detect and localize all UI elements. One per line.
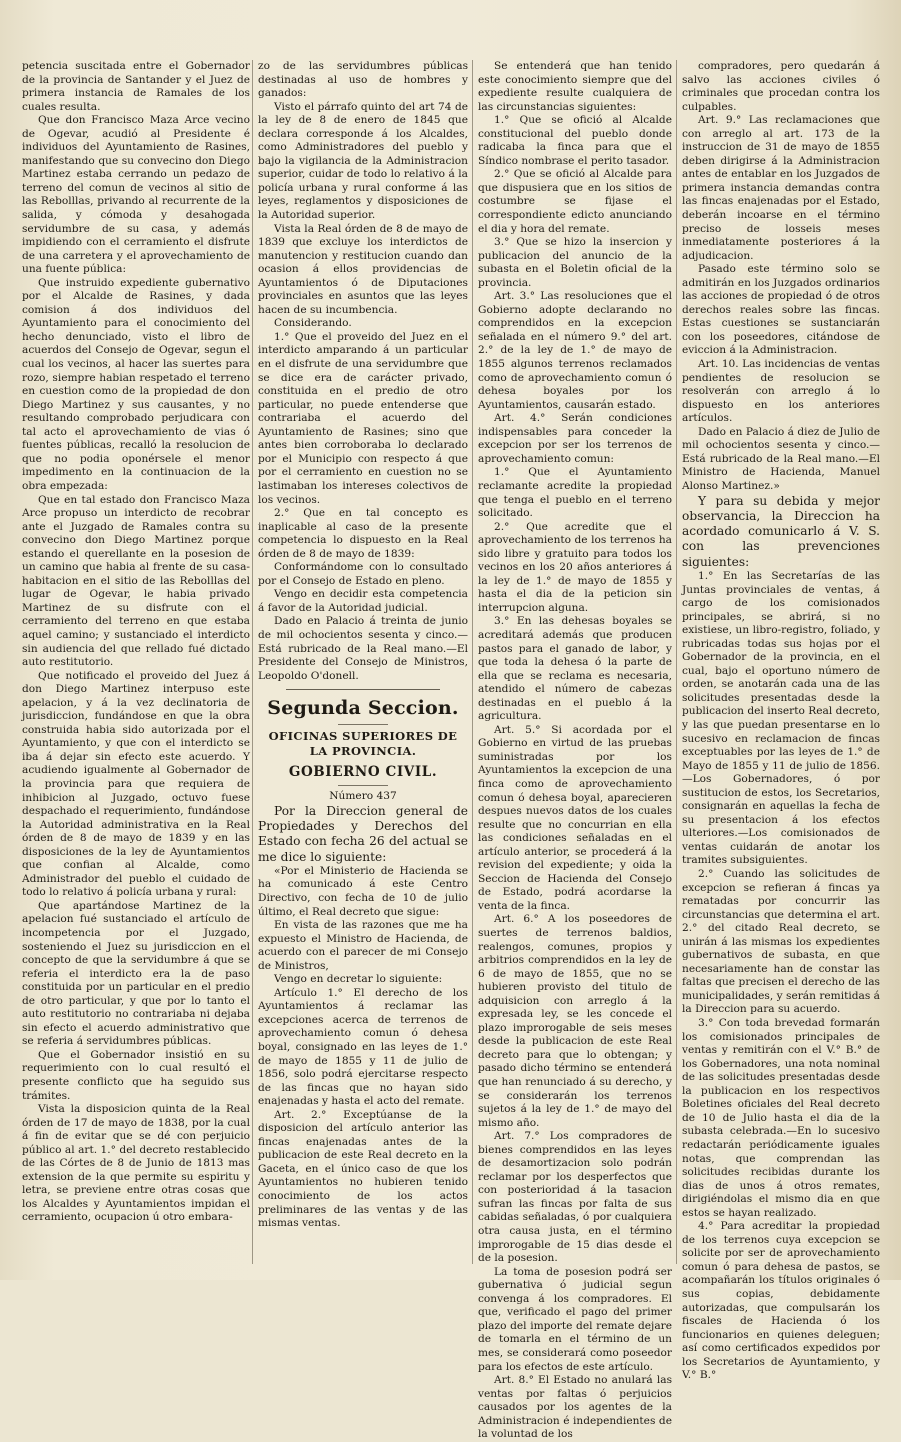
paragraph: 2.° Que en tal concepto es inaplicable al caso de la presente competencia lo dispuesto en la Real órden de 8 de mayo de 1839:	[258, 507, 468, 560]
paragraph: 2.° Que acredite que el aprovechamiento de los terrenos ha sido libre y gratuito para todos los vecinos en los 20 años anteriores á la ley de 1.° de mayo de 1855 y hasta el dia de la peticion sin interrupcion alguna.	[478, 520, 672, 614]
paragraph: 1.° Que el proveido del Juez en el interdicto amparando á un particular en el disfrute de una servidumbre que se dice era de carácter privado, constituida en el predio de otro particular, no puede entenderse que contrariaba el acuerdo del Ayuntamiento de Rasines; sino que antes bien corroboraba lo declarado por el Municipio con respecto á que por el cerramiento en cuestion no se lastimaban los intereses colectivos de los vecinos.	[258, 330, 468, 506]
column-divider	[252, 60, 253, 1264]
paragraph: Vista la Real órden de 8 de mayo de 1839 que excluye los interdictos de manutencion y restitucion cuando dan ocasion á ellos providencias de Ayuntamientos ó de Diputaciones provinciales en asuntos que las leyes hacen de su incumbencia.	[258, 222, 468, 316]
paragraph: Considerando.	[274, 317, 352, 330]
heading-rule	[338, 785, 388, 786]
paragraph: Vengo en decidir esta competencia á favor de la Autoridad judicial.	[258, 588, 468, 614]
column-1	[22, 60, 250, 1262]
paragraph: En vista de las razones que me ha expuesto el Ministro de Hacienda, de acuerdo con el parecer de mi Consejo de Ministros,	[258, 919, 468, 972]
paragraph: Dado en Palacio á treinta de junio de mil ochocientos sesenta y cinco.—Está rubricado de la Real mano.—El Presidente del Consejo de Ministros, Leopoldo O'donell.	[258, 615, 468, 682]
paragraph: Se entenderá que han tenido este conocimiento siempre que del expediente resulte cualquiera de las circunstancias siguientes:	[478, 60, 672, 113]
paragraph: Y para su debida y mejor observancia, la Direccion ha acordado comunicarlo á V. S. con las prevenciones siguientes:	[682, 493, 880, 569]
paragraph: Art. 3.° Las resoluciones que el Gobierno adopte declarando no comprendidos en la excepcion señalada en el número 9.° del art. 2.° de la ley de 1.° de mayo de 1855 algunos terrenos reclamados como de aprovechamiento comun ó dehesa boyales por los Ayuntamientos, causarán estado.	[478, 290, 672, 411]
column-4	[682, 60, 880, 1382]
paragraph: Dado en Palacio á diez de Julio de mil ochocientos sesenta y cinco.—Está rubricado de la Real mano.—El Ministro de Hacienda, Manuel Alonso Martinez.»	[682, 425, 880, 492]
paragraph: Visto el párrafo quinto del art 74 de la ley de 8 de enero de 1845 que declara corresponde á los Alcaldes, como Administradores del pueblo y bajo la vigilancia de la Administracion superior, cuidar de todo lo relativo á la policía urbana y rural conforme á las leyes, reglamentos y disposiciones de la Autoridad superior.	[258, 100, 468, 222]
paragraph: Conformándome con lo consultado por el Consejo de Estado en pleno.	[258, 561, 468, 587]
paragraph: compradores, pero quedarán á salvo las acciones civiles ó criminales que procedan contra los culpables.	[682, 60, 880, 113]
government-heading: GOBIERNO CIVIL.	[288, 764, 438, 781]
paragraph: 3.° Con toda brevedad formarán los comisionados principales de ventas y remitirán con el V.° B.° de los Gobernadores, una nota nominal de las solicitudes presentadas desde la publicacion en los respectivos Boletines oficiales del Real decreto de 10 de Julio hasta el dia de la subasta celebrada.—En lo sucesivo redactarán periódicamente iguales notas, que comprendan las solicitudes recibidas durante los dias de unos á otros remates, dirigiéndolas el mismo dia en que estos se hayan realizado.	[682, 1017, 880, 1219]
paragraph: Art. 5.° Si acordada por el Gobierno en virtud de las pruebas suministradas por los Ayuntamientos la excepcion de una finca como de aprovechamiento comun ó dehesa boyal, aparecieren despues nuevos datos de los cuales resulte que no concurrian en ella las condiciones señaladas en el artículo anterior, se procederá á la revision del expediente; y oida la Seccion de Hacienda del Consejo de Estado, podrá acordarse la venta de la finca.	[478, 723, 672, 912]
paragraph: Que el Gobernador insistió en su requerimiento con lo cual resultó el presente conflicto que ha seguido sus trámites.	[22, 1048, 250, 1102]
paragraph: 1.° Que el Ayuntamiento reclamante acredite la propiedad que tenga el pueblo en el terreno solicitado.	[478, 466, 672, 520]
paragraph: 2.° Cuando las solicitudes de excepcion se refieran á fincas ya rematadas por concurrir las circunstancias que determina el art. 2.° del citado Real decreto, se unirán á las mismas los expedientes gubernativos de subasta, en que necesariamente han de constar las faltas que precisen el derecho de las municipalidades, y serán remitidas á la Direccion para su acuerdo.	[682, 868, 880, 1016]
paragraph: Art. 6.° A los poseedores de suertes de terrenos baldios, realengos, comunes, propios y arbitrios comprendidos en la ley de 6 de mayo de 1855, que no se hubieren provisto del titulo de adquisicion con arreglo á la expresada ley, se les concede el plazo improrogable de seis meses desde la publicacion de este Real decreto para que lo obtengan; y pasado dicho término se entenderá que han renunciado á su derecho, y se considerarán los terrenos sujetos á la ley de 1.° de mayo del mismo año.	[478, 913, 672, 1129]
section-divider	[286, 689, 440, 690]
paragraph: Artículo 1.° El derecho de los Ayuntamientos á reclamar las excepciones acerca de terrenos de aprovechamiento comun ó dehesa boyal, consignado en las leyes de 1.° de mayo de 1855 y 11 de julio de 1856, solo podrá ejercitarse respecto de las fincas que no hayan sido enajenadas y hasta el acto del remate.	[258, 986, 468, 1108]
paragraph: 3.° Que se hizo la insercion y publicacion del anuncio de la subasta en el Boletin oficial de la provincia.	[478, 236, 672, 289]
paragraph: Que instruido expediente gubernativo por el Alcalde de Rasines, y dada comision á dos individuos del Ayuntamiento para el conocimiento del hecho denunciado, visto el libro de acuerdos del Consejo de Ogevar, segun el cual los vecinos, al hacer las suertes para rozo, siempre habian respetado el terreno en cuestion como de la propiedad de don Diego Martinez y sus causantes, y no resultando comprobado perjudicara con tal acto el aprovechamiento de vias ó fuentes públicas, recalló la resolucion de que no podia oponérsele el menor impedimento en la continuacion de la obra empezada:	[22, 276, 250, 492]
paragraph: Art. 4.° Serán condiciones indispensables para conceder la excepcion por ser los terrenos de aprovechamiento comun:	[478, 412, 672, 465]
paragraph: Art. 8.° El Estado no anulará las ventas por faltas ó perjuicios causados por los agentes de la Administracion é independientes de la voluntad de los	[478, 1374, 672, 1441]
paragraph: 2.° Que se ofició al Alcalde para que dispusiera que en los sitios de costumbre se fijase el correspondiente edicto anunciando el dia y hora del remate.	[478, 168, 672, 235]
paragraph: Art. 2.° Exceptúanse de la disposicion del artículo anterior las fincas enajenadas antes de la publicacion de este Real decreto en la Gaceta, en el único caso de que los Ayuntamientos no hubieren tenido conocimiento de los actos preliminares de las ventas y de las mismas ventas.	[258, 1108, 468, 1230]
paragraph: La toma de posesion podrá ser gubernativa ó judicial segun convenga á los compradores. El que, verificado el pago del primer plazo del importe del remate dejare de tomarla en el término de un mes, se considerará como poseedor para los efectos de este artículo.	[478, 1265, 672, 1373]
paragraph: «Por el Ministerio de Hacienda se ha comunicado á este Centro Directivo, con fecha de 10 de julio último, el Real decreto que sigue:	[258, 864, 468, 918]
section-title: Segunda Seccion.	[267, 697, 459, 720]
paragraph: Vista la disposicion quinta de la Real órden de 17 de mayo de 1838, por la cual á fin de evitar que se dé con perjuicio público al art. 1.° del decreto restablecido de las Córtes de 8 de Junio de 1813 mas extension de la que permite su espiritu y letra, se previene entre otras cosas que los Alcaldes y Ayuntamientos impidan el cerramiento, ocupacion ú otro embara-	[22, 1103, 250, 1224]
paragraph: 4.° Para acreditar la propiedad de los terrenos cuya excepcion se solicite por ser de aprovechamiento comun ó para dehesa de pastos, se acompañarán los títulos originales ó sus copias, debidamente autorizadas, que compulsarán los fiscales de Hacienda ó los funcionarios en quienes deleguen; así como certificados expedidos por los Secretarios de Ayuntamiento, y V.° B.°	[682, 1220, 880, 1382]
ornament-rule	[338, 724, 388, 725]
column-3	[478, 60, 672, 1441]
paragraph: 3.° En las dehesas boyales se acreditará además que producen pastos para el ganado de labor, y que toda la dehesa ó la parte de ella que se reclama es necesaria, atendido el número de cabezas destinadas en el pueblo á la agricultura.	[478, 615, 672, 723]
column-divider	[676, 60, 677, 1264]
paragraph: Que apartándose Martinez de la apelacion fué sustanciado el artículo de incompetencia por el Juzgado, sosteniendo el Juez su jurisdiccion en el concepto de que la servidumbre á que se referia el interdicto era la de paso constituida por un particular en el predio de otro particular, y que por lo tanto el auto restitutorio no contrariaba ni dejaba sin efecto el acuerdo administrativo que se referia á servidumbres públicas.	[22, 899, 250, 1048]
paragraph: Por la Direccion general de Propiedades y Derechos del Estado con fecha 26 del actual se me dice lo siguiente:	[258, 803, 468, 864]
paragraph: Que don Francisco Maza Arce vecino de Ogevar, acudió al Presidente é individuos del Ayuntamiento de Rasines, manifestando que su convecino don Diego Martinez estaba cerrando un pedazo de terreno del comun de vecinos al sitio de las Rebolllas, privando al recurrente de la salida, y cómoda y desahogada servidumbre de su casa, y además impidiendo con el cerramiento el disfrute de una carretera y el aprovechamiento de una fuente pública:	[22, 114, 250, 276]
column-divider	[472, 60, 473, 1264]
column-2	[258, 60, 468, 1262]
paragraph: Art. 7.° Los compradores de bienes comprendidos en las leyes de desamortizacion solo podrán reclamar por los desperfectos que con posterioridad á la tasacion sufran las fincas por falta de sus cabidas señaladas, ó por cualquiera otra causa justa, en el término improrogable de 15 dias desde el de la posesion.	[478, 1130, 672, 1265]
paragraph: zo de las servidumbres públicas destinadas al uso de hombres y ganados:	[258, 60, 468, 100]
paragraph: Que notificado el proveido del Juez á don Diego Martinez interpuso este apelacion, y á la vez declinatoria de jurisdiccion, fundándose en que la obra construida habia sido autorizada por el Ayuntamiento, y que con el interdicto se iba á dejar sin efecto este acuerdo. Y acudiendo igualmente al Gobernador de la provincia para que requiera de inhibicion al Juzgado, octuvo fuese despachado el requerimiento, fundándose la Autoridad administrativa en la Real órden de 8 de mayo de 1839 y en las disposiciones de la ley de Ayuntamientos que confian al Alcalde, como Administrador del pueblo el cuidado de todo lo relativo á policía urbana y rural:	[22, 669, 250, 899]
paragraph: 1.° Que se ofició al Alcalde constitucional del pueblo donde radicaba la finca para que el Síndico nombrase el perito tasador.	[478, 114, 672, 167]
paragraph: 1.° En las Secretarías de las Juntas provinciales de ventas, á cargo de los comisionados principales, se abrirá, si no existiese, un libro-registro, foliado, y rubricadas todas sus hojas por el Gobernador de la provincia, en el cual, bajo el oportuno número de orden, se anotarán cada una de las solicitudes presentadas desde la publicacion del inserto Real decreto, y las que puedan presentarse en lo sucesivo en reclamacion de fincas exceptuables por las leyes de 1.° de Mayo de 1855 y 11 de julio de 1856.—Los Gobernadores, ó por sustitucion de estos, los Secretarios, consignarán en aquellas la fecha de su presentacion á los efectos ulteriores.—Los comisionados de ventas cuidarán de anotar los tramites subsiguientes.	[682, 569, 880, 867]
document-number: Número 437	[329, 790, 397, 803]
paragraph: Vengo en decretar lo siguiente:	[274, 973, 443, 986]
paragraph: petencia suscitada entre el Gobernador de la provincia de Santander y el Juez de primera instancia de Ramales de los cuales resulta.	[22, 60, 250, 113]
paragraph: Pasado este término solo se admitirán en los Juzgados ordinarios las acciones de propiedad ó de otros derechos reales sobre las fincas. Estas cuestiones se sustanciarán con los poseedores, citándose de eviccion á la Administracion.	[682, 263, 880, 357]
office-heading: OFICINAS SUPERIORES DE LA PROVINCIA.	[268, 729, 458, 759]
paragraph: Que en tal estado don Francisco Maza Arce propuso un interdicto de recobrar ante el Juzgado de Ramales contra su convecino don Diego Martinez porque estando el querellante en la posesion de un camino que habia al frente de su casa-habitacion en el sitio de las Rebolllas del lugar de Ogevar, le habia privado Martinez de su disfrute con el cerramiento del terreno en que estaba aquel camino; y sustanciado el interdicto sin audiencia del que rellado fué dictado auto restitutorio.	[22, 493, 250, 669]
paragraph: Art. 10. Las incidencias de ventas pendientes de resolucion se resolverán con arreglo á lo dispuesto en los anteriores artículos.	[682, 358, 880, 425]
paragraph: Art. 9.° Las reclamaciones que con arreglo al art. 173 de la instruccion de 31 de mayo de 1855 deben dirigirse á la Administracion antes de entablar en los Juzgados de primera instancia demandas contra las fincas enajenadas por el Estado, deberán incoarse en el término preciso de losseis meses inmediatamente posteriores á la adjudicacion.	[682, 114, 880, 262]
